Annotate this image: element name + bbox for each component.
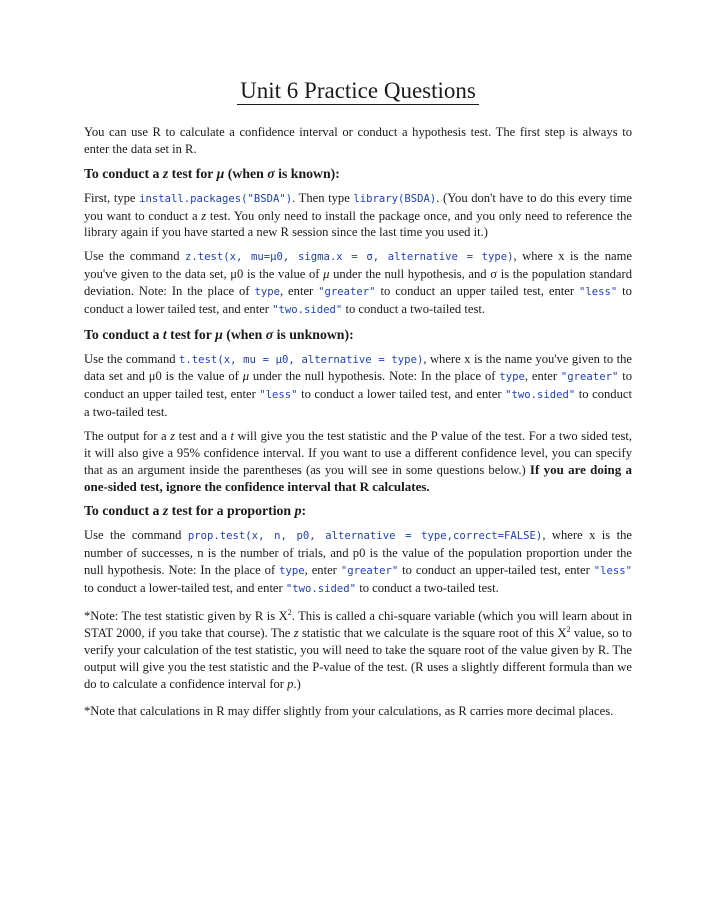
code-library: library(BSDA) <box>353 192 437 205</box>
page-title: Unit 6 Practice Questions <box>84 77 632 105</box>
chi-square-note: *Note: The test statistic given by R is $X^2$. This is called a chi-square variable (which you will learn about in STAT 2000, if you take that course). The z statistic that we calculate is the square root of this $X^2$ value, so to verify your calculation of the test statistic, you will need to take the square root of the value given by R. The output will give you the test statistic and the P-value of the test. (R uses a slightly different formula than we do to calculate a confidence interval for p.) <box>84 607 633 691</box>
section-heading-t-unknown: To conduct a t test for μ (when σ is unknown): <box>84 326 354 342</box>
intro-paragraph: You can use R to calculate a confidence interval or conduct a hypothesis test. The first step is always to enter the data set in R. <box>84 125 632 156</box>
section-heading-proportion: To conduct a z test for a proportion p: <box>84 503 307 519</box>
t-unknown-command-paragraph: Use the command t.test(x, mu = μ0, alternative = type), where x is the name you've given to the data set and μ0 is the value of μ under the null hypothesis. Note: In the place of type, enter "greater" to conduct an upper tailed test, enter "less" to conduct a lower tailed test, and enter "two.sided" to conduct a two-tailed test. <box>84 351 633 420</box>
z-known-install-paragraph: First, type install.packages("BSDA"). Then type library(BSDA). (You don't have to do this every time you want to conduct a z test. You only need to install the package once, and you only need to reference the library again if you have started a new R session since the last time you used it.) <box>84 190 633 240</box>
one-sided-warning: If you are doing a one-sided test, ignore the confidence interval that R calculates. <box>84 461 632 494</box>
code-z-test: z.test(x, mu=μ0, sigma.x = σ, alternative = type) <box>184 251 514 264</box>
z-known-command-paragraph: Use the command z.test(x, mu=μ0, sigma.x = σ, alternative = type), where x is the name you've given to the data set, μ0 is the value of μ under the null hypothesis, and σ is the population standard deviation. Note: In the place of type, enter "greater" to conduct an upper tailed test, enter "less" to conduct a lower tailed test, and enter "two.sided" to conduct a two-tailed test. <box>84 249 632 316</box>
output-explanation-paragraph: The output for a z test and a t will give you the test statistic and the P value of the test. For a two sided test, it will also give a 95% confidence interval. If you want to use a different confidence level, you can specify that as an argument inside the parentheses (as you will see in some questions below.) If you are doing a one-sided test, ignore the confidence interval that R calculates. <box>84 428 633 494</box>
decimal-places-note: *Note that calculations in R may differ slightly from your calculations, as R carries more decimal places. <box>84 703 614 718</box>
document-page <box>84 72 632 726</box>
code-t-test: t.test(x, mu = μ0, alternative = type) <box>179 353 424 366</box>
section-heading-z-known: To conduct a z test for μ (when σ is known): <box>84 165 340 181</box>
code-prop-test: prop.test(x, n, p0, alternative = type,correct=FALSE) <box>187 530 543 543</box>
code-install-packages: install.packages("BSDA") <box>139 192 293 205</box>
proportion-command-paragraph: Use the command prop.test(x, n, p0, alternative = type,correct=FALSE), where x is the number of successes, n is the number of trials, and p0 is the value of the population proportion under the null hypothesis. Note: In the place of type, enter "greater" to conduct an upper-tailed test, enter "less" to conduct a lower-tailed test, and enter "two.sided" to conduct a two-tailed test. <box>84 528 632 596</box>
